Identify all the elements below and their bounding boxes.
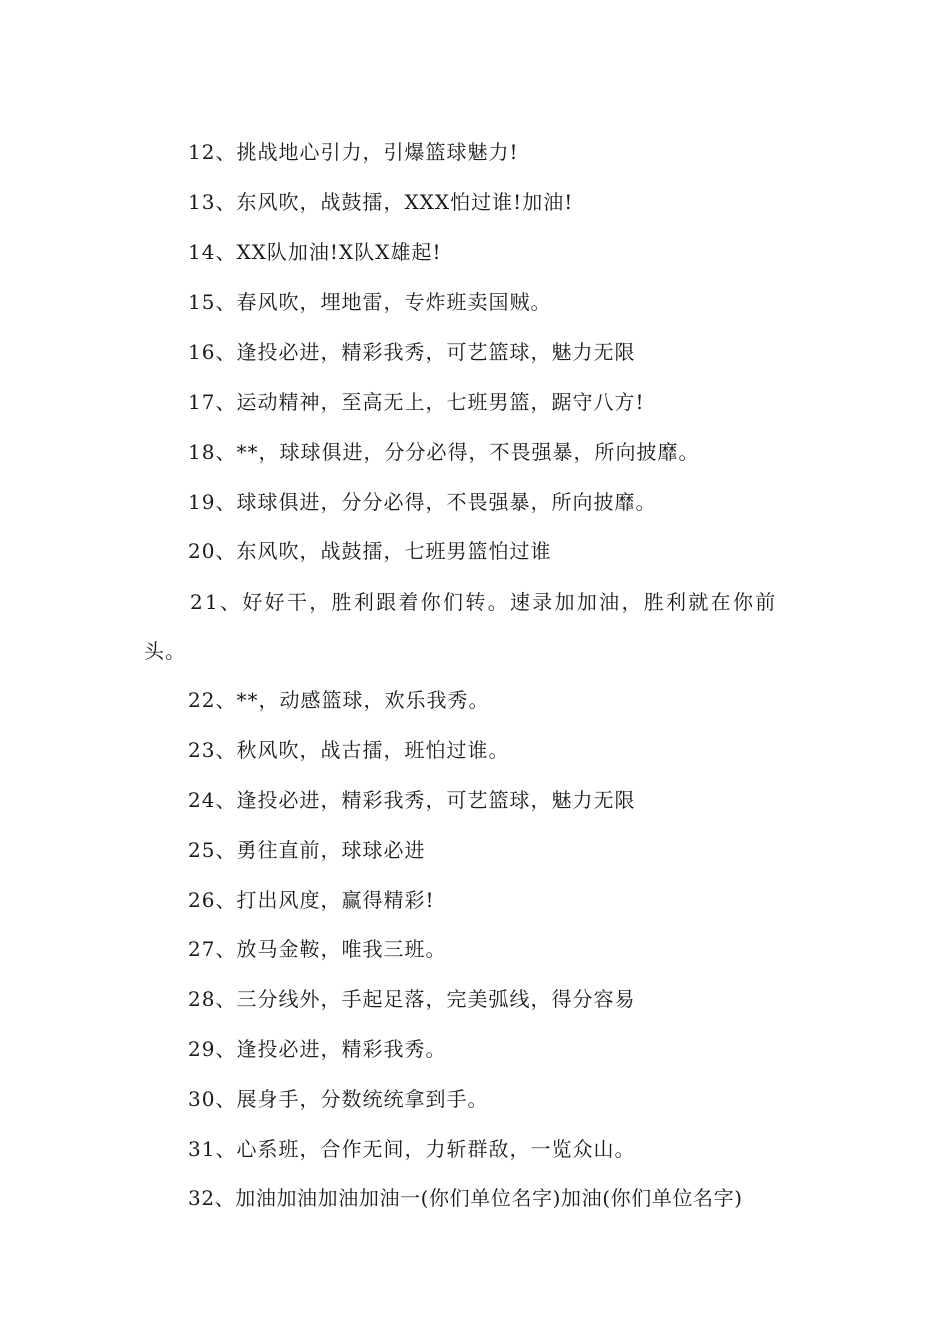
slogan-26: 26、打出风度，赢得精彩!	[188, 888, 435, 912]
slogan-28: 28、三分线外，手起足落，完美弧线，得分容易	[188, 987, 636, 1011]
slogan-12: 12、挑战地心引力，引爆篮球魅力!	[188, 140, 519, 164]
slogan-32: 32、加油加油加油加油一(你们单位名字)加油(你们单位名字)	[188, 1186, 743, 1210]
slogan-21-continued: 头。	[144, 639, 186, 663]
slogan-16: 16、逢投必进，精彩我秀，可艺篮球，魅力无限	[188, 340, 636, 364]
slogan-13: 13、东风吹，战鼓擂，XXX怕过谁!加油!	[188, 190, 574, 214]
slogan-27: 27、放马金鞍，唯我三班。	[188, 937, 447, 961]
slogan-30: 30、展身手，分数统统拿到手。	[188, 1087, 489, 1111]
slogan-21: 21、好好干，胜利跟着你们转。速录加加油，胜利就在你前	[190, 590, 778, 614]
slogan-24: 24、逢投必进，精彩我秀，可艺篮球，魅力无限	[188, 788, 636, 812]
slogan-29: 29、逢投必进，精彩我秀。	[188, 1037, 447, 1061]
slogan-19: 19、球球俱进，分分必得，不畏强暴，所向披靡。	[188, 490, 657, 514]
slogan-15: 15、春风吹，埋地雷，专炸班卖国贼。	[188, 290, 552, 314]
slogan-22: 22、**，动感篮球，欢乐我秀。	[188, 688, 490, 712]
slogan-20: 20、东风吹，战鼓擂，七班男篮怕过谁	[188, 539, 552, 563]
slogan-31: 31、心系班，合作无间，力斩群敌，一览众山。	[188, 1137, 636, 1161]
slogan-14: 14、XX队加油!X队X雄起!	[188, 240, 442, 264]
slogan-17: 17、运动精神，至高无上，七班男篮，踞守八方!	[188, 390, 645, 414]
slogan-23: 23、秋风吹，战古擂，班怕过谁。	[188, 738, 510, 762]
slogan-25: 25、勇往直前，球球必进	[188, 838, 426, 862]
slogan-18: 18、**，球球俱进，分分必得，不畏强暴，所向披靡。	[188, 440, 700, 464]
